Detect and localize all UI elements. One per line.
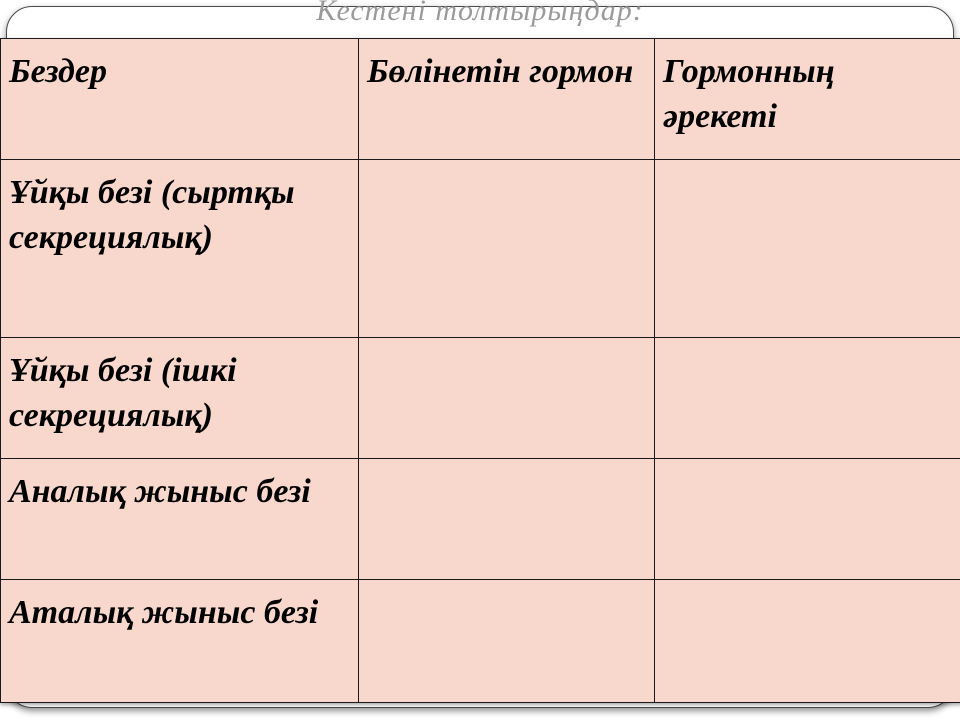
gland-name-cell: Ұйқы безі (ішкі секрециялық)	[1, 338, 359, 459]
hormone-cell[interactable]	[359, 459, 655, 580]
action-cell[interactable]	[655, 338, 960, 459]
action-cell[interactable]	[655, 160, 960, 338]
hormone-cell[interactable]	[359, 338, 655, 459]
hormone-cell[interactable]	[359, 580, 655, 703]
gland-name-cell: Ұйқы безі (сыртқы секрециялық)	[1, 160, 359, 338]
table-row	[1, 338, 960, 459]
action-cell[interactable]	[655, 459, 960, 580]
table-row	[1, 580, 960, 703]
header-cell-hormone: Бөлінетін гормон	[359, 39, 655, 160]
table-row	[1, 160, 960, 338]
header-cell-action: Гормонның әрекеті	[655, 39, 960, 160]
table-row	[1, 459, 960, 580]
header-cell-glands: Бездер	[1, 39, 359, 160]
glands-table	[0, 38, 960, 703]
gland-name-cell: Аналық жыныс безі	[1, 459, 359, 580]
action-cell[interactable]	[655, 580, 960, 703]
gland-name-cell: Аталық жыныс безі	[1, 580, 359, 703]
hormone-cell[interactable]	[359, 160, 655, 338]
table-header-row	[1, 39, 960, 160]
slide-title: Кестені толтырыңдар:	[316, 0, 644, 27]
